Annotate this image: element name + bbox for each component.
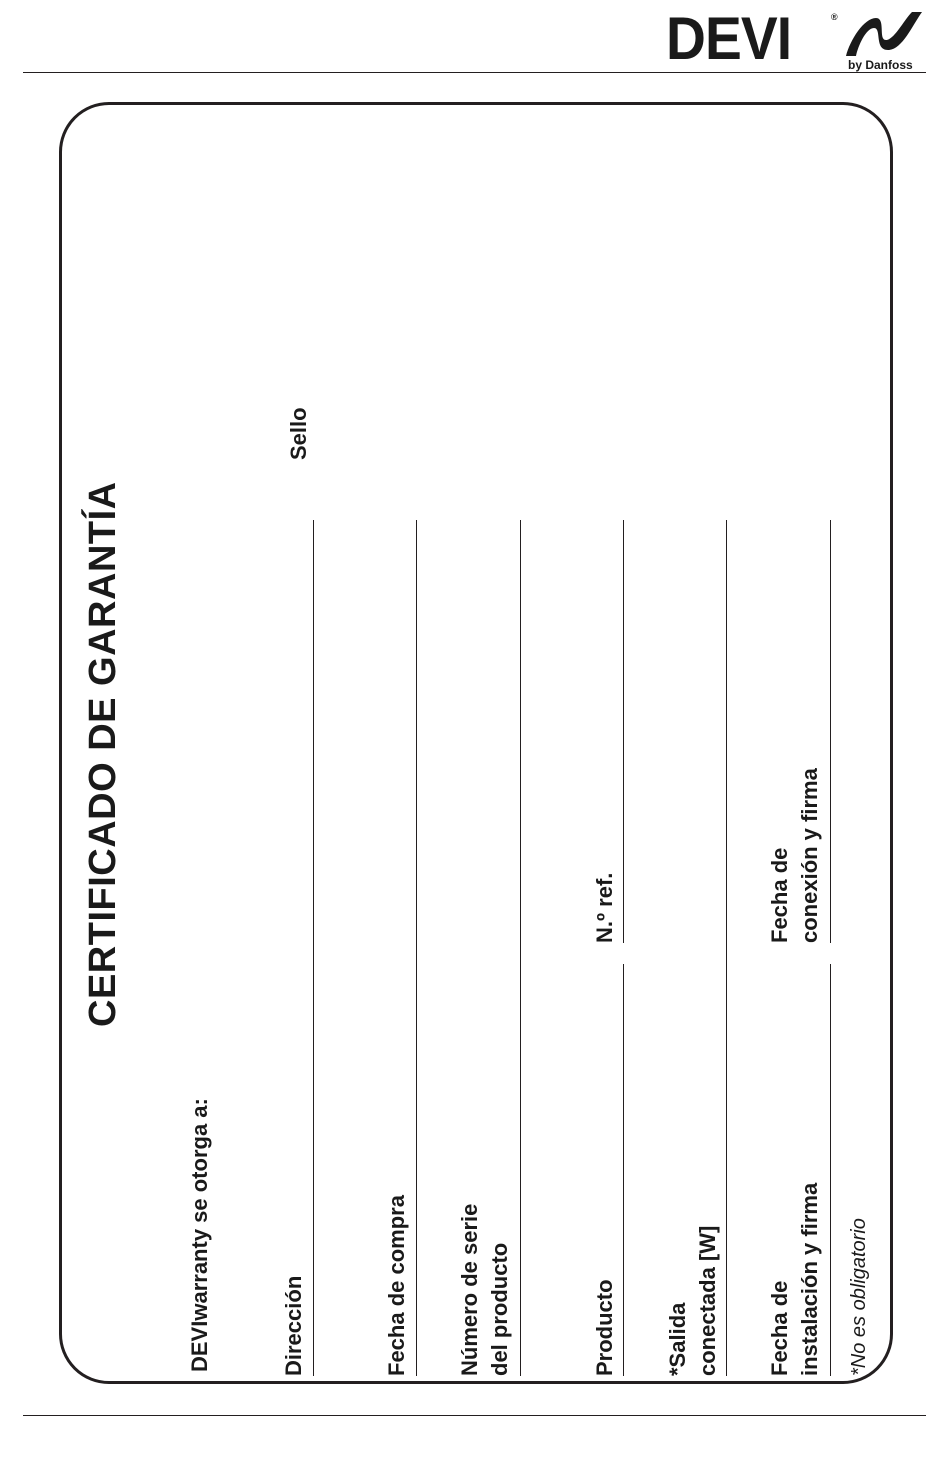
installation-date-label-line2: instalación y firma — [797, 1182, 822, 1376]
installation-date-label — [765, 1183, 825, 1376]
product-field-line[interactable] — [623, 964, 624, 1376]
output-power-label-line2: conectada [W] — [695, 1225, 720, 1376]
stamp-label: Sello — [286, 407, 311, 460]
address-field-line[interactable] — [313, 520, 314, 1376]
serial-number-field-line[interactable] — [520, 520, 521, 1376]
logo-wordmark: DEVI — [666, 5, 792, 72]
address-label: Dirección — [281, 1275, 306, 1376]
top-rule — [23, 72, 926, 73]
ref-number-field-line[interactable] — [623, 520, 624, 943]
certificate-form — [60, 104, 892, 1384]
output-power-label-line1: *Salida — [665, 1302, 690, 1376]
devi-logo — [666, 5, 928, 72]
logo-subtitle: by Danfoss — [848, 58, 913, 72]
purchase-date-field-line[interactable] — [416, 520, 417, 1376]
bottom-rule — [23, 1415, 926, 1416]
certificate-title: CERTIFICADO DE GARANTÍA — [82, 481, 124, 1027]
serial-number-label-line1: Número de serie — [457, 1203, 482, 1376]
installation-date-label-line1: Fecha de — [767, 1280, 792, 1376]
connection-date-label-line2: conexión y firma — [797, 768, 822, 943]
installation-date-field-line[interactable] — [830, 964, 831, 1376]
purchase-date-label: Fecha de compra — [384, 1195, 409, 1376]
connection-date-field-line[interactable] — [830, 520, 831, 943]
connection-date-label — [765, 768, 825, 943]
output-power-field-line[interactable] — [726, 520, 727, 1376]
devi-wave-icon — [842, 10, 926, 58]
optional-footnote: *No es obligatorio — [848, 1218, 870, 1376]
registered-mark: ® — [831, 12, 838, 22]
output-power-label — [663, 1226, 723, 1376]
serial-number-label-line2: del producto — [487, 1242, 512, 1376]
serial-number-label — [455, 1204, 515, 1376]
connection-date-label-line1: Fecha de — [767, 847, 792, 943]
product-label: Producto — [592, 1279, 617, 1376]
granted-to-label: DEVIwarranty se otorga a: — [187, 1098, 212, 1372]
ref-number-label: N.º ref. — [592, 872, 617, 943]
